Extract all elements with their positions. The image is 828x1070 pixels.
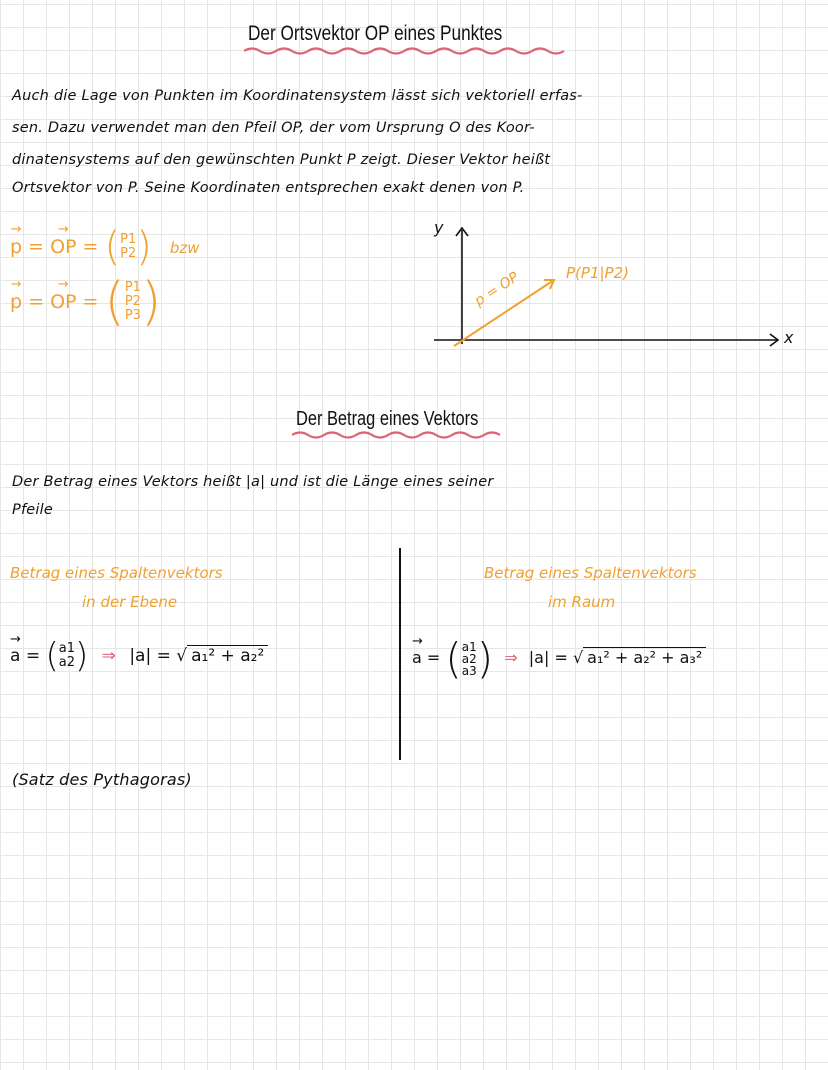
betrag-paragraph-line-2: Pfeile [12, 502, 53, 518]
sqrt-radicand: a₁² + a₂² + a₃² [583, 647, 706, 667]
ortsvektor-formula-3d: → p = → OP = ( P1 P2 P3 ) [10, 272, 161, 332]
column-vector: P1 P2 P3 [124, 280, 141, 323]
column-vector: a1 a2 [58, 641, 75, 670]
vector-p: → p [10, 236, 22, 258]
column-vector: a1 a2 a3 [461, 639, 477, 678]
right-heading-line-1: Betrag eines Spaltenvektors [484, 564, 697, 582]
equals-sign: = [82, 290, 99, 313]
equals-sign: = [25, 646, 41, 666]
column-vector: P1 P2 [120, 232, 137, 261]
equals-sign: = [28, 235, 45, 258]
equals-sign: = [156, 646, 171, 666]
section-title-underline [292, 430, 506, 440]
sqrt-symbol: √ [572, 648, 584, 667]
bzw-label: bzw [169, 238, 200, 257]
section-title-betrag: Der Betrag eines Vektors [296, 408, 479, 430]
paragraph-line-4: Ortsvektor von P. Seine Koordinaten entsprechen exakt denen von P. [12, 180, 525, 196]
betrag-formula-2d: → a = ( a1 a2 ) ⇒ |a| = √ a₁² + a₂² [10, 636, 268, 676]
sqrt-radicand: a₁² + a₂² [187, 645, 268, 666]
paragraph-line-3: dinatensystems auf den gewünschten Punkt P zeigt. Dieser Vektor heißt [12, 152, 551, 168]
paragraph-line-1: Auch die Lage von Punkten im Koordinatensystem lässt sich vektoriell erfas- [12, 88, 583, 104]
betrag-formula-3d: → a = ( a1 a2 a3 ) ⇒ |a| = √ a₁² + a₂² + a₃² [412, 634, 706, 683]
vector-p: → p [10, 291, 22, 313]
left-heading-line-1: Betrag eines Spaltenvektors [10, 564, 223, 582]
page-title: Der Ortsvektor OP eines Punktes [248, 22, 503, 45]
equals-sign: = [426, 648, 441, 667]
y-axis-label: y [434, 218, 444, 237]
sqrt-symbol: √ [176, 646, 188, 666]
column-divider [399, 548, 401, 760]
betrag-paragraph-line-1: Der Betrag eines Vektors heißt |a| und ist die Länge eines seiner [12, 474, 494, 490]
equals-sign: = [554, 648, 568, 667]
magnitude-a: |a| [129, 646, 152, 666]
left-heading-line-2: in der Ebene [82, 593, 178, 611]
vector-op: → OP [50, 291, 76, 313]
x-axis-label: x [784, 328, 794, 347]
implies-arrow: ⇒ [504, 648, 518, 667]
coordinate-diagram [420, 218, 800, 358]
title-underline [244, 46, 574, 56]
paragraph-line-2: sen. Dazu verwendet man den Pfeil OP, der vom Ursprung O des Koor- [12, 120, 535, 136]
vector-label: p = OP [472, 269, 522, 310]
vector-a: → a [10, 646, 20, 666]
equals-sign: = [82, 235, 99, 258]
right-heading-line-2: im Raum [548, 593, 616, 611]
equals-sign: = [28, 290, 45, 313]
vector-op: → OP [50, 236, 76, 258]
magnitude-a: |a| [528, 648, 550, 667]
point-label: P(P1|P2) [566, 264, 629, 282]
implies-arrow: ⇒ [101, 646, 116, 666]
ortsvektor-formula-2d: → p = → OP = ( P1 P2 ) bzw [10, 224, 200, 270]
vector-a: → a [412, 648, 422, 667]
pythagoras-note: (Satz des Pythagoras) [12, 770, 192, 789]
